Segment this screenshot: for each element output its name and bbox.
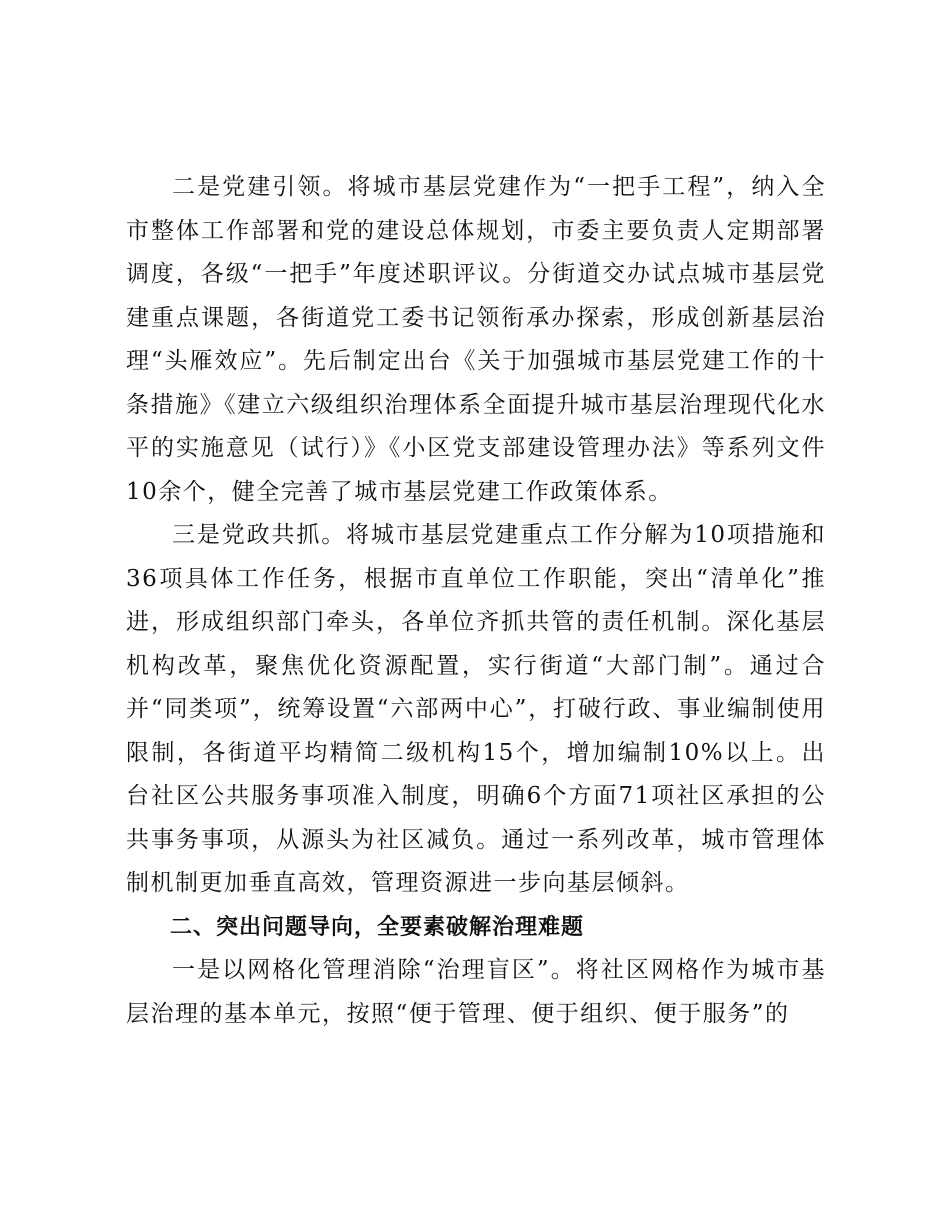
section-heading: 二、突出问题导向，全要素破解治理难题 [170, 914, 585, 940]
document-body [126, 166, 826, 1036]
paragraph-joint-management: 三是党政共抓。将城市基层党建重点工作分解为10项措施和36项具体工作任务，根据市直单位工作职能，突出“清单化”推进，形成组织部门牵头，各单位齐抓共管的责任机制。深化基层机构改革，聚焦优化资源配置，实行街道“大部门制”。通过合并“同类项”，统筹设置“六部两中心”，打破行政、事业编制使用限制，各街道平均精简二级机构15个，增加编制10%以上。出台社区公共服务事项准入制度，明确6个方面71项社区承担的公共事务事项，从源头为社区减负。通过一系列改革，城市管理体制机制更加垂直高效，管理资源进一步向基层倾斜。 [126, 522, 826, 896]
paragraph-grid-management: 一是以网格化管理消除“治理盲区”。将社区网格作为城市基层治理的基本单元，按照“便于管理、便于组织、便于服务”的 [126, 957, 826, 1027]
paragraph-party-leadership: 二是党建引领。将城市基层党建作为“一把手工程”，纳入全市整体工作部署和党的建设总体规划，市委主要负责人定期部署调度，各级“一把手”年度述职评议。分街道交办试点城市基层党建重点课题，各街道党工委书记领衔承办探索，形成创新基层治理“头雁效应”。先后制定出台《关于加强城市基层党建工作的十条措施》《建立六级组织治理体系全面提升城市基层治理现代化水平的实施意见（试行）》《小区党支部建设管理办法》等系列文件10余个，健全完善了城市基层党建工作政策体系。 [126, 174, 826, 505]
